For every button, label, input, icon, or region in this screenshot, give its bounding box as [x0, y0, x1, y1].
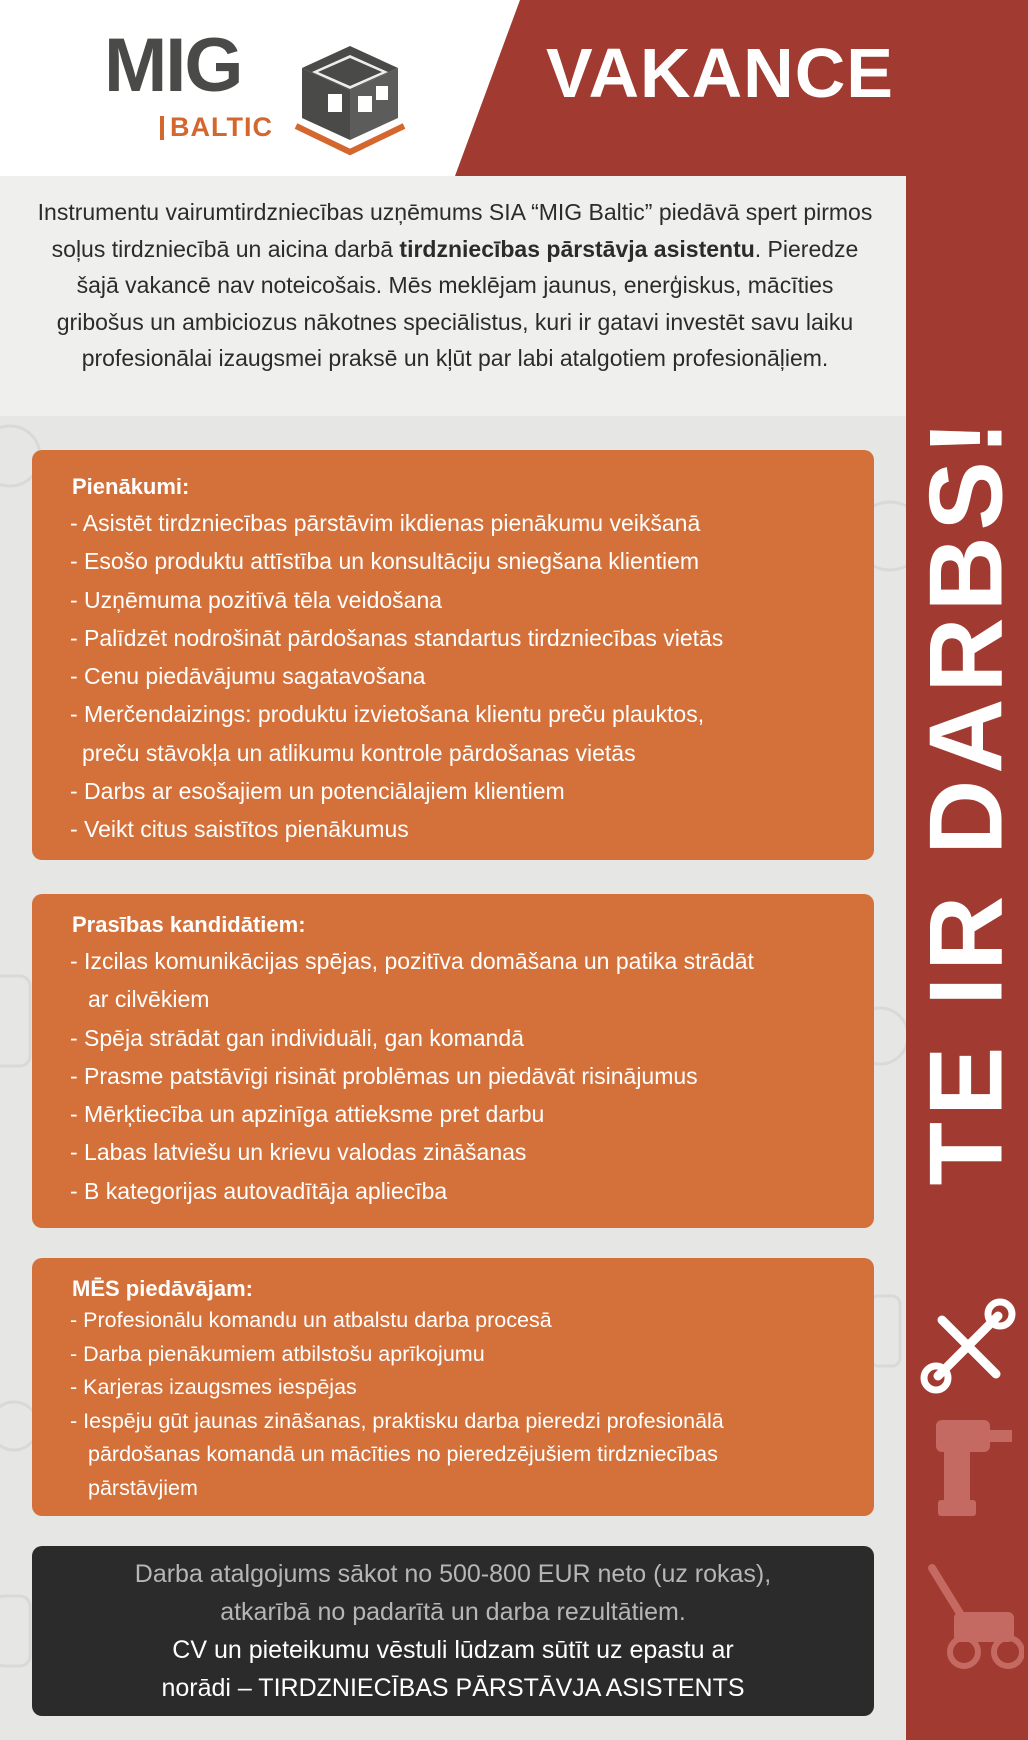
side-banner-text: TE IR DARBS! — [908, 414, 1025, 1186]
drill-icon — [930, 1410, 1016, 1520]
list-item: - B kategorijas autovadītāja apliecība — [70, 1177, 448, 1204]
duties-panel — [32, 450, 874, 860]
list-item: - Cenu piedāvājumu sagatavošana — [70, 663, 426, 690]
list-item: - Iespēju gūt jaunas zināšanas, praktisku darba pieredzi profesionālā — [70, 1408, 724, 1433]
header — [0, 0, 906, 176]
list-item: pārdošanas komandā un mācīties no pieredzējušiem tirdzniecības — [88, 1442, 718, 1466]
intro-text — [30, 194, 880, 377]
requirements-panel — [32, 894, 874, 1228]
offer-list — [70, 1304, 724, 1505]
wrench-screwdriver-icon — [920, 1298, 1016, 1394]
contact-line-1: CV un pieteikumu vēstuli lūdzam sūtīt uz epastu ar — [172, 1636, 734, 1664]
list-item: - Karjeras izaugsmes iespējas — [70, 1375, 357, 1399]
lawnmower-icon — [924, 1560, 1024, 1670]
list-item: - Spēja strādāt gan individuāli, gan komandā — [70, 1024, 524, 1051]
list-item: - Labas latviešu un krievu valodas zināšanas — [70, 1139, 527, 1166]
offer-title: MĒS piedāvājam: — [72, 1276, 253, 1301]
list-item: - Merčendaizings: produktu izvietošana klientu preču plauktos, — [70, 701, 705, 728]
salary-line-1: Darba atalgojums sākot no 500-800 EUR neto (uz rokas), — [134, 1560, 772, 1588]
logo-text: MIG — [104, 23, 242, 108]
salary-line-2: atkarībā no padarītā un darba rezultātiem. — [220, 1598, 686, 1626]
list-item: - Prasme patstāvīgi risināt problēmas un piedāvāt risinājumus — [70, 1062, 698, 1089]
offer-panel — [32, 1258, 874, 1516]
duties-list — [70, 504, 723, 849]
intro-highlight: tirdzniecības pārstāvja asistentu — [399, 235, 755, 262]
intro-part-2: . Pieredze šajā vakancē nav noteicošais. Mēs meklējam jaunus, enerģiskus, mācīties gribošus un ambiciozus nākotnes speciālistus, kuri ir gatavi investēt savu laiku profesionālai izaugsmei praksē un kļūt par labi atalgotiem profesionāļiem. — [56, 235, 859, 371]
list-item: - Darbs ar esošajiem un potenciālajiem klientiem — [70, 778, 565, 805]
list-item: - Palīdzēt nodrošināt pārdošanas standartus tirdzniecības vietās — [70, 624, 724, 651]
logo-subtext: BALTIC — [170, 112, 273, 142]
contact-line-2: norādi – TIRDZNIECĪBAS PĀRSTĀVJA ASISTENTS — [161, 1674, 745, 1702]
requirements-title: Prasības kandidātiem: — [72, 912, 306, 937]
list-item: - Profesionālu komandu un atbalstu darba procesā — [70, 1308, 552, 1332]
list-item: - Izcilas komunikācijas spējas, pozitīva domāšana un patika strādāt — [70, 948, 754, 974]
list-item: - Uzņēmuma pozitīvā tēla veidošana — [70, 586, 443, 613]
list-item: ar cilvēkiem — [88, 986, 210, 1013]
page-title: VAKANCE — [546, 34, 894, 112]
salary-contact-box — [32, 1546, 874, 1716]
intro-part-1: Instrumentu vairumtirdzniecības uzņēmums SIA “MIG Baltic” piedāvā spert pirmos soļus tirdzniecībā un aicina darbā — [37, 199, 873, 262]
list-item: - Mērķtiecība un apzinīga attieksme pret darbu — [70, 1101, 545, 1128]
list-item: - Asistēt tirdzniecības pārstāvim ikdienas pienākumu veikšanā — [70, 510, 701, 536]
list-item: - Darba pienākumiem atbilstošu aprīkojumu — [70, 1341, 485, 1366]
logo-divider — [160, 116, 164, 140]
list-item: - Veikt citus saistītos pienākumus — [70, 816, 409, 843]
intro-section — [0, 176, 906, 416]
requirements-list — [70, 942, 754, 1210]
list-item: - Esošo produktu attīstība un konsultāciju sniegšana klientiem — [70, 548, 700, 575]
list-item: preču stāvokļa un atlikumu kontrole pārdošanas vietās — [82, 739, 636, 766]
list-item: pārstāvjiem — [88, 1475, 198, 1500]
duties-title: Pienākumi: — [72, 474, 190, 499]
